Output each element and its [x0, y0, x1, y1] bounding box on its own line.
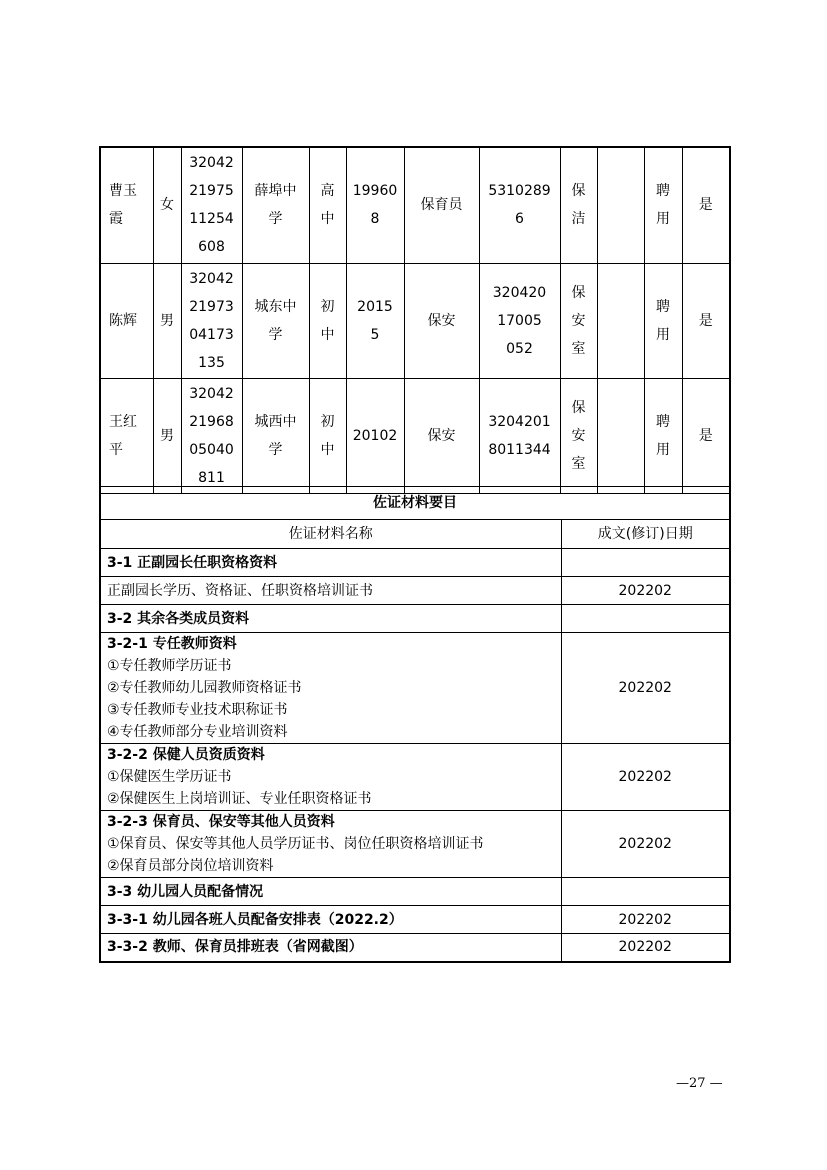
table-row [100, 934, 730, 962]
date-cell: 202202 [561, 633, 730, 744]
subsection-heading: 3-2-3 保育员、保安等其他人员资料 [107, 814, 335, 830]
table-row [100, 878, 730, 906]
material-item: 正副园长学历、资格证、任职资格培训证书 [100, 577, 561, 605]
date-cell: 202202 [561, 906, 730, 934]
staff-id-number: 32042 21973 04173 135 [181, 263, 242, 378]
staff-id-number: 32042 21968 05040 811 [181, 378, 242, 493]
staff-school: 城西中 学 [242, 378, 309, 493]
table-row [100, 605, 730, 633]
subsection-heading: 3-2-1 专任教师资料 [107, 636, 237, 652]
date-cell: 202202 [561, 577, 730, 605]
staff-blank [597, 263, 644, 378]
staff-qualified: 是 [682, 263, 730, 378]
table-row [100, 744, 730, 811]
material-item: ④专任教师部分专业培训资料 [107, 724, 288, 740]
staff-role: 保安 [404, 263, 479, 378]
staff-role: 保安 [404, 378, 479, 493]
staff-id-number: 32042 21975 11254 608 [181, 147, 242, 263]
staff-table [99, 146, 731, 494]
staff-qualified: 是 [682, 147, 730, 263]
material-item: ①保健医生学历证书 [107, 769, 232, 785]
table-row [100, 549, 730, 577]
staff-certificate: 5310289 6 [479, 147, 560, 263]
staff-blank [597, 147, 644, 263]
staff-gender: 女 [153, 147, 181, 263]
table-row [100, 811, 730, 878]
staff-education: 高 中 [309, 147, 346, 263]
staff-gender: 男 [153, 263, 181, 378]
table-row [100, 378, 730, 493]
staff-gender: 男 [153, 378, 181, 493]
date-cell: 202202 [561, 744, 730, 811]
staff-employment-type: 聘 用 [644, 147, 682, 263]
section-heading: 3-2 其余各类成员资料 [100, 605, 561, 633]
staff-post: 保 安 室 [560, 263, 597, 378]
staff-employment-type: 聘 用 [644, 378, 682, 493]
material-item: ③专任教师专业技术职称证书 [107, 702, 288, 718]
staff-post: 保 安 室 [560, 378, 597, 493]
table-row [100, 147, 730, 263]
staff-name: 王红 平 [100, 378, 153, 493]
subsection-heading: 3-2-2 保健人员资质资料 [107, 747, 265, 763]
date-cell: 202202 [561, 811, 730, 878]
staff-name: 陈辉 [100, 263, 153, 378]
table-row [100, 520, 730, 549]
table-row [100, 906, 730, 934]
staff-certificate: 3204201 8011344 [479, 378, 560, 493]
staff-name: 曹玉 霞 [100, 147, 153, 263]
staff-employment-type: 聘 用 [644, 263, 682, 378]
date-cell [561, 605, 730, 633]
date-cell [561, 878, 730, 906]
table-row [100, 577, 730, 605]
date-cell [561, 549, 730, 577]
material-group [100, 744, 561, 811]
staff-school: 城东中 学 [242, 263, 309, 378]
staff-date: 19960 8 [346, 147, 404, 263]
staff-qualified: 是 [682, 378, 730, 493]
material-item: ①保育员、保安等其他人员学历证书、岗位任职资格培训证书 [107, 836, 484, 852]
section-heading: 3-3-1 幼儿园各班人员配备安排表（2022.2） [100, 906, 561, 934]
material-item: ②专任教师幼儿园教师资格证书 [107, 680, 302, 696]
staff-date: 20102 [346, 378, 404, 493]
section-heading: 3-3-2 教师、保育员排班表（省网截图） [100, 934, 561, 962]
table-row [100, 487, 730, 520]
materials-table [99, 486, 731, 963]
materials-title: 佐证材料要目 [100, 487, 730, 520]
staff-certificate: 320420 17005 052 [479, 263, 560, 378]
staff-role: 保育员 [404, 147, 479, 263]
material-item: ①专任教师学历证书 [107, 658, 232, 674]
section-heading: 3-1 正副园长任职资格资料 [100, 549, 561, 577]
material-item: ②保健医生上岗培训证、专业任职资格证书 [107, 791, 372, 807]
date-cell: 202202 [561, 934, 730, 962]
staff-post: 保 洁 [560, 147, 597, 263]
staff-education: 初 中 [309, 378, 346, 493]
staff-education: 初 中 [309, 263, 346, 378]
column-header-name: 佐证材料名称 [100, 520, 561, 549]
staff-school: 薛埠中 学 [242, 147, 309, 263]
staff-date: 2015 5 [346, 263, 404, 378]
column-header-date: 成文(修订)日期 [561, 520, 730, 549]
table-row [100, 633, 730, 744]
material-group [100, 811, 561, 878]
table-row [100, 263, 730, 378]
section-heading: 3-3 幼儿园人员配备情况 [100, 878, 561, 906]
material-item: ②保育员部分岗位培训资料 [107, 858, 274, 874]
staff-blank [597, 378, 644, 493]
page-number: —27 — [676, 1076, 723, 1091]
material-group [100, 633, 561, 744]
